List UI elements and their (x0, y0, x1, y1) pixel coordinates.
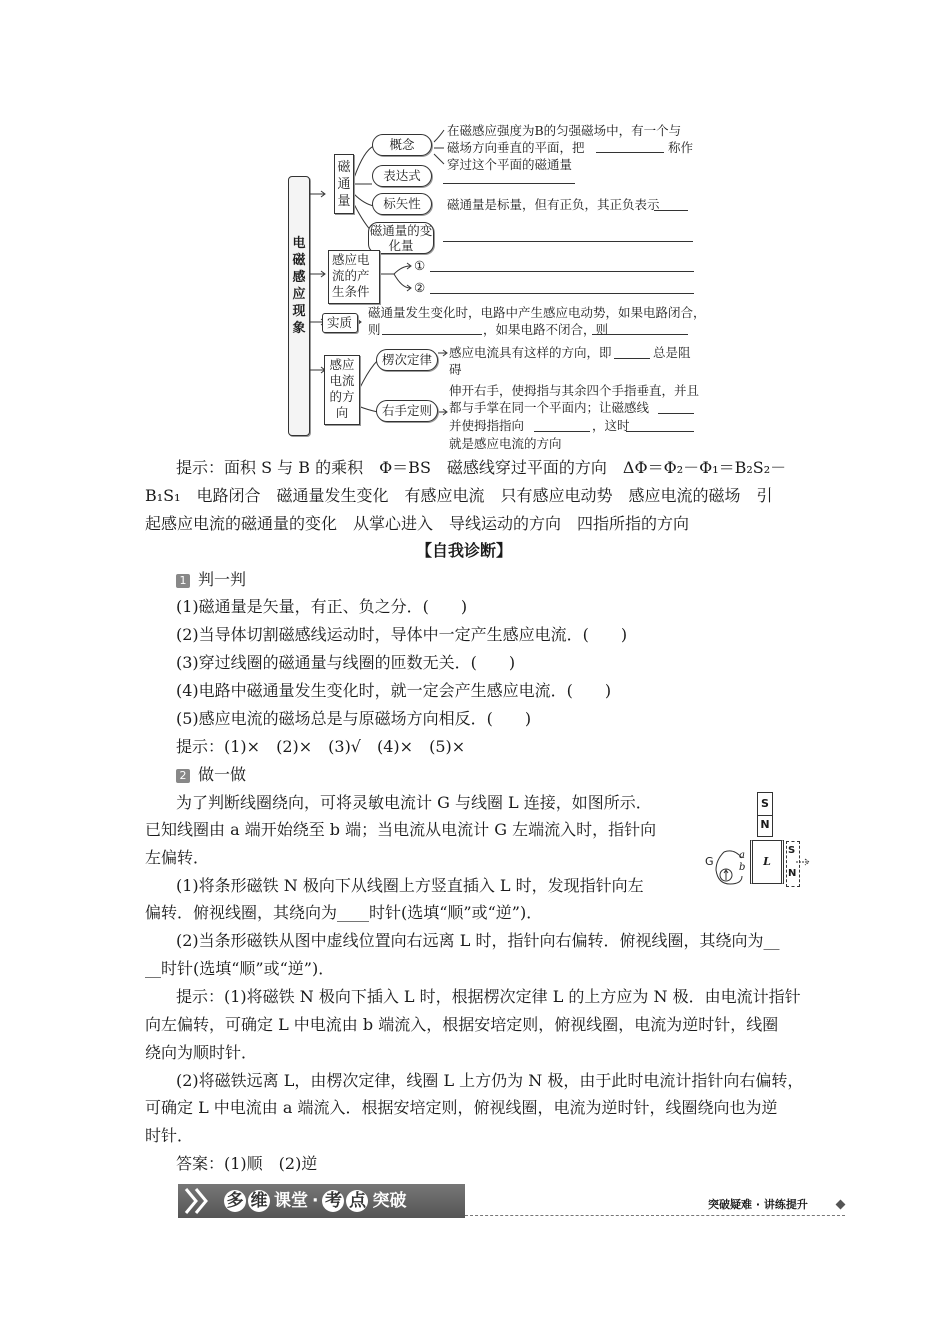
problem-p4: (1)将条形磁铁 N 极向下从线圈上方竖直插入 L 时，发现指针向左 (176, 876, 644, 895)
mindmap-flux-box (334, 154, 354, 214)
explain-h1: 提示：(1)将磁铁 N 极向下插入 L 时，根据楞次定律 L 的上方应为 N 极．由电流计指针 (176, 987, 801, 1006)
banner-dot: · (312, 1191, 319, 1211)
banner-title (224, 1189, 406, 1213)
judge-item-4: (4)电路中磁通量发生变化时，就一定会产生感应电流．( ) (176, 681, 612, 700)
section-2-title: 做一做 (198, 765, 247, 784)
rh-text-2: 都与手掌在同一个平面内；让磁感线 (449, 400, 650, 415)
banner-char-1: 多 (224, 1190, 246, 1212)
self-diagnosis-title: 【自我诊断】 (416, 541, 513, 560)
explain-h2: 向左偏转，可确定 L 中电流由 b 端流入，根据安培定则，俯视线圈，电流为逆时针，线圈 (145, 1015, 779, 1034)
problem-p1: 为了判断线圈绕向，可将灵敏电流计 G 与线圈 L 连接，如图所示． (176, 793, 652, 812)
hint-line-1: 提示：面积 S 与 B 的乘积 Φ＝BS 磁感线穿过平面的方向 ΔΦ＝Φ₂－Φ₁＝B₂S₂－ (176, 458, 787, 477)
condition-label: 感应电流的产生条件 (332, 252, 370, 299)
scalar-text: 磁通量是标量，但有正负，其正负表示 (447, 197, 660, 212)
essence-label: 实质 (327, 315, 353, 330)
judge-item-2: (2)当导体切割磁感线运动时，导体中一定产生感应电流．( ) (176, 625, 628, 644)
condition-2: ② (414, 280, 426, 295)
diamond-icon (836, 1200, 846, 1210)
concept-text-1: 在磁感应强度为B的匀强磁场中，有一个与 (447, 123, 682, 138)
problem-p7: __时针(选填“顺”或“逆”)． (145, 959, 335, 978)
explain-h3: 绕向为顺时针． (145, 1043, 258, 1062)
problem-p5: 偏转．俯视线圈，其绕向为____时针(选填“顺”或“逆”)． (145, 903, 543, 922)
mindmap-flux-label: 磁通量 (337, 160, 351, 209)
section-2-number: 2 (176, 769, 190, 783)
section-2-heading (176, 765, 246, 785)
problem-p3: 左偏转． (145, 848, 210, 867)
banner-char-2: 维 (248, 1190, 270, 1212)
essence-text-2b: ，如果电路不闭合，则 (483, 322, 609, 337)
rh-text-3a: 并使拇指指向 (449, 418, 525, 433)
mindmap-essence-box (322, 313, 358, 333)
rh-text-4: 就是感应电流的方向 (449, 436, 562, 451)
coil-figure (705, 792, 812, 892)
judge-item-1: (1)磁通量是矢量，有正、负之分．( ) (176, 597, 468, 616)
coil-l: L (750, 840, 784, 884)
magnet-n: N (757, 814, 773, 837)
node-scalar: 标矢性 (372, 193, 432, 215)
section-1-heading (176, 570, 246, 590)
explain-h4: (2)将磁铁远离 L，由楞次定律，线圈 L 上方仍为 N 极，由于此时电流计指针向右偏转， (176, 1071, 804, 1090)
node-concept: 概念 (372, 134, 432, 156)
label-g: G (705, 855, 714, 868)
judge-answers: 提示：(1)× (2)× (3)√ (4)× (5)× (176, 737, 466, 756)
concept-text-2b: 称作 (668, 140, 694, 155)
banner-word-1: 课堂 (274, 1191, 308, 1211)
dashed-magnet-n: N (788, 868, 797, 879)
section-1-number: 1 (176, 574, 190, 588)
node-change-label: 磁通量的变化量 (369, 223, 433, 253)
move-right-arrow (796, 857, 812, 867)
banner-char-4: 点 (346, 1190, 368, 1212)
mindmap-root-label: 电磁感应现象 (292, 236, 306, 336)
galvanometer-wire (712, 846, 752, 888)
label-a: a (739, 850, 745, 861)
rh-text-3b: ，这时 (592, 418, 630, 433)
final-answer: 答案：(1)顺 (2)逆 (176, 1154, 318, 1173)
node-expression: 表达式 (372, 165, 432, 187)
banner-char-3: 考 (322, 1190, 344, 1212)
banner-word-2: 突破 (372, 1191, 407, 1211)
explain-h6: 时针． (145, 1126, 194, 1145)
explain-h5: 可确定 L 中电流由 a 端流入．根据安培定则，俯视线圈，电流为逆时针，线圈绕向也为逆 (145, 1098, 778, 1117)
chevron-icon (178, 1184, 218, 1218)
essence-text-2a: 则 (368, 322, 381, 337)
concept-text-3: 穿过这个平面的磁通量 (447, 157, 573, 172)
node-lenz: 楞次定律 (376, 349, 438, 371)
judge-item-3: (3)穿过线圈的磁通量与线圈的匝数无关．( ) (176, 653, 516, 672)
magnet-s: S (757, 792, 773, 816)
direction-label: 感应电流的方向 (329, 357, 355, 420)
dashed-magnet-s: S (788, 845, 796, 856)
rh-text-1: 伸开右手，使拇指与其余四个手指垂直，并且 (449, 383, 700, 398)
section-1-title: 判一判 (198, 570, 247, 589)
hint-line-2: B₁S₁ 电路闭合 磁通量发生变化 有感应电流 只有感应电动势 感应电流的磁场 引 (145, 486, 773, 505)
banner-underline (465, 1215, 845, 1216)
concept-text-2: 磁场方向垂直的平面，把 (447, 140, 585, 155)
mindmap-condition-box (328, 250, 380, 304)
label-b: b (739, 862, 746, 873)
condition-1: ① (414, 258, 426, 273)
mindmap-direction-box (324, 355, 360, 425)
node-right-hand: 右手定则 (376, 400, 438, 422)
banner-right-text: 突破疑难 · 讲练提升 (708, 1198, 808, 1211)
problem-p2: 已知线圈由 a 端开始绕至 b 端；当电流从电流计 G 左端流入时，指针向 (145, 820, 657, 839)
problem-p6: (2)当条形磁铁从图中虚线位置向右远离 L 时，指针向右偏转．俯视线圈，其绕向为__ (176, 931, 780, 950)
judge-item-5: (5)感应电流的磁场总是与原磁场方向相反．( ) (176, 709, 532, 728)
essence-text-1: 磁通量发生变化时，电路中产生感应电动势，如果电路闭合， (368, 305, 706, 320)
lenz-text-2: 碍 (449, 362, 462, 377)
hint-line-3: 起感应电流的磁通量的变化 从掌心进入 导线运动的方向 四指所指的方向 (145, 514, 690, 533)
lenz-text-1a: 感应电流具有这样的方向，即 (449, 345, 612, 360)
lenz-text-1b: 总是阻 (653, 345, 691, 360)
